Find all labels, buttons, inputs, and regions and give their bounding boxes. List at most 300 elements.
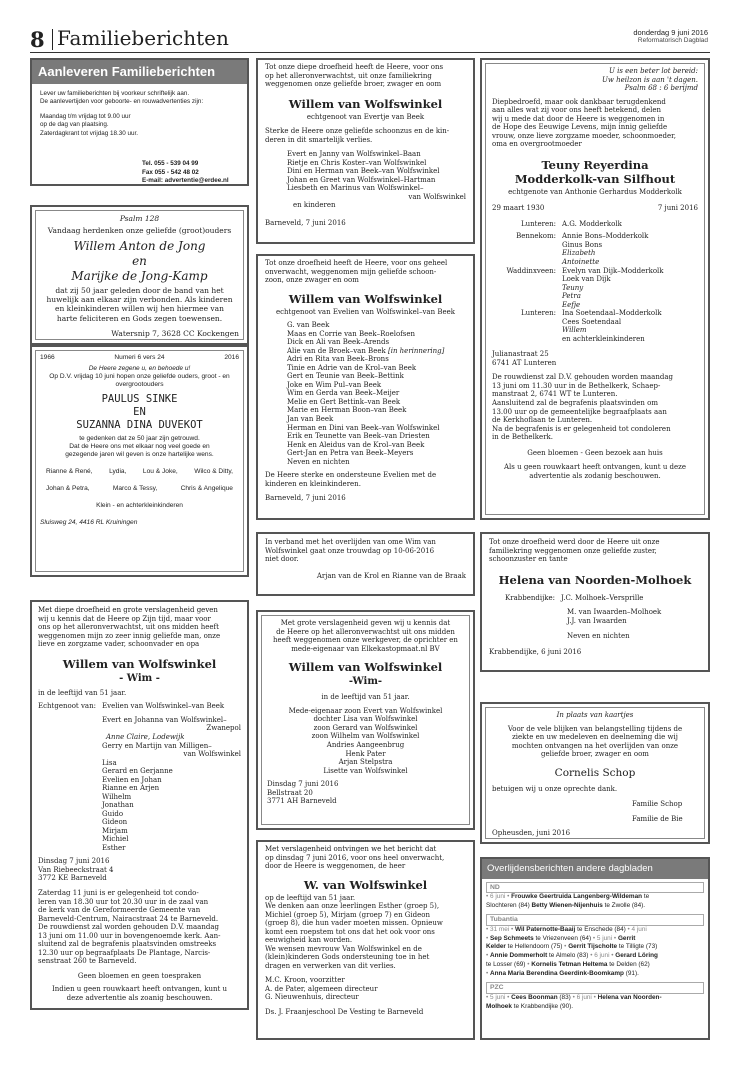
- funeral-line: leren van 18.30 uur tot 20.30 uur in de zaal van: [38, 897, 209, 906]
- deceased-name: Willem van Wolfswinkel: [288, 291, 443, 306]
- age-text: (91).: [625, 970, 639, 978]
- deceased-name: Cees Boonman: [511, 993, 558, 1001]
- deceased-name: Helena van Noorden-: [597, 993, 662, 1001]
- deceased-name: Willem van Wolfswinkel: [288, 96, 443, 111]
- person-name: PAULUS SINKE: [101, 393, 178, 406]
- nickname: -Wim-: [348, 676, 383, 688]
- place-text: te Enschede (84): [577, 925, 626, 933]
- aanleveren-line: op de dag van plaatsing.: [40, 121, 109, 129]
- body-line: huwelijk aan elkaar zijn verbonden. Als kinderen: [46, 295, 233, 305]
- spouse-line: echtgenote van Anthonie Gerhardus Modderkolk: [508, 187, 682, 196]
- psalm-reference: Psalm 68 : 6 berijmd: [624, 84, 698, 93]
- notice-line: [486, 902, 704, 911]
- psalm-reference: Psalm 128: [119, 214, 160, 223]
- staff-member: Henk Pater: [345, 749, 386, 758]
- date-text: • 5 juni •: [486, 993, 510, 1001]
- funeral-line: 13 juni om 11.30 uur in de Bethelkerk, Schaep-: [492, 381, 661, 390]
- funeral-line: manstraat 2, 6741 WT te Lunteren.: [492, 390, 618, 399]
- krol-wedding-cancel-notice: [256, 532, 475, 596]
- deceased-name: Kornelis Tetman Heltema: [531, 961, 608, 969]
- family-member: Gideon: [102, 818, 128, 827]
- page-title: Familieberichten: [57, 26, 229, 50]
- family-member: Evert en Janny van Wolfswinkel–Baan: [287, 150, 421, 159]
- bullet: •: [486, 934, 489, 942]
- signatory: M.C. Kroon, voorzitter: [265, 976, 345, 985]
- wim-death-notice-family: [30, 600, 249, 1010]
- notice-line: [486, 952, 704, 961]
- deceased-name: Modderkolk-van Silfhout: [514, 171, 676, 186]
- place-label: Lunteren:: [521, 309, 556, 318]
- address-line: 3771 AH Barneveld: [267, 797, 337, 806]
- age-line: in de leeftijd van 51 jaar.: [38, 688, 127, 697]
- place-label: Bennekom:: [516, 232, 556, 241]
- family-member: Teuny: [562, 283, 584, 292]
- family-member: Liesbeth en Marinus van Wolfswinkel–: [287, 184, 424, 193]
- place-label: Lunteren:: [521, 219, 556, 228]
- family-member: J.C. Molhoek–Versprille: [561, 593, 644, 602]
- funeral-line: De rouwdienst zal D.V. gehouden worden maandag: [492, 373, 673, 382]
- body-line: op dinsdag 7 juni 2016, voor ons heel onverwacht,: [265, 853, 445, 862]
- child-names: Lydia,: [109, 467, 127, 475]
- wim-death-notice-inlaws: [256, 254, 475, 520]
- staff-member: Lisette van Wolfswinkel: [323, 766, 408, 775]
- phone-number: Tel. 055 - 539 04 99: [142, 160, 199, 167]
- family-list: [492, 220, 698, 343]
- family-row: [492, 309, 698, 318]
- family-member: M. van Iwaarden–Molhoek: [567, 608, 662, 617]
- person-name: Willem Anton de Jong: [73, 239, 206, 254]
- family-row: [492, 220, 698, 229]
- date-text: • 31 mei •: [486, 925, 514, 933]
- aanleveren-contact: [142, 160, 229, 186]
- age-line: in de leeftijd van 51 jaar.: [321, 693, 410, 702]
- body-line: heeft weggenomen onze werkgever, de oprichter en: [273, 636, 458, 645]
- spouse-line: echtgenoot van Evertje van Beek: [306, 112, 425, 121]
- funeral-line: Aansluitend zal de begrafenis plaatsvinden om: [492, 398, 658, 407]
- funeral-info: [492, 373, 698, 441]
- family-member: Lisa: [102, 758, 117, 767]
- family-member: Dick en Ali van Beek–Arends: [287, 338, 390, 347]
- deceased-name: Wil Paternotte-Baaij: [515, 925, 576, 933]
- date-line: Dinsdag 7 juni 2016: [38, 857, 110, 866]
- funeral-info: [38, 889, 241, 966]
- funeral-line: Na de begrafenis is er gelegenheid tot condoleren: [492, 424, 671, 433]
- family-member: en kinderen: [293, 201, 336, 210]
- body-line: geliefde broer, zwager en oom: [541, 750, 649, 759]
- date-text: • 6 juni •: [486, 893, 510, 901]
- address-line: Julianastraat 25: [492, 350, 549, 359]
- nickname: - Wim -: [119, 672, 160, 684]
- staff-member: zoon Wilhelm van Wolfswinkel: [311, 732, 420, 741]
- body-line: zoon, onze zwager en oom: [265, 276, 359, 285]
- quote-line: Uw heilzon is aan 't dagen.: [602, 75, 698, 84]
- family-member: Evert en Johanna van Wolfswinkel–: [102, 715, 227, 724]
- notice-line: [486, 961, 704, 970]
- family-member: Rietje en Chris Koster–van Wolfswinkel: [287, 158, 427, 167]
- body-line: (groep 8), die hun vader moeten missen. Opnieuw: [265, 919, 443, 928]
- staff-list: [267, 707, 464, 775]
- family-member: Antoinette: [562, 258, 600, 266]
- date-line: Barneveld, 7 juni 2016: [265, 494, 346, 503]
- connector-text: en: [132, 253, 147, 268]
- family-member: Wilhelm: [102, 792, 132, 801]
- place-text: te Zwolle (84).: [604, 902, 646, 910]
- family-member: en achterkleinkinderen: [562, 334, 645, 343]
- body-line: In verband met het overlijden van ome Wim van: [265, 538, 436, 546]
- person-name: SUZANNA DINA DUVEKOT: [76, 418, 203, 431]
- place-text: te Losser (69): [486, 961, 526, 969]
- date-text: • 6 juni •: [590, 952, 614, 960]
- deceased-name: Molhoek: [486, 1002, 512, 1010]
- body-line: Tot onze droefheid werd door de Heere uit onze: [489, 538, 660, 546]
- signatory: A. de Pater, algemeen directeur: [265, 984, 378, 993]
- family-list: [265, 321, 466, 466]
- other-newspapers-title: Overlijdensberichten andere dagbladen: [482, 859, 708, 879]
- family-row: [492, 232, 698, 241]
- connector-text: EN: [133, 405, 146, 418]
- place-label: Krabbendijke:: [505, 593, 555, 602]
- notice-line: [486, 943, 704, 952]
- sinke-anniversary-ad: [30, 345, 249, 577]
- bible-verse: De Heere zegene u, en behoede u!: [88, 365, 191, 373]
- family-member: A.G. Modderkolk: [562, 219, 622, 228]
- body-line: dat zij 50 jaar geleden door de band van het: [55, 286, 224, 296]
- date-line: Opheusden, juni 2016: [492, 829, 571, 838]
- page-number: 8: [30, 27, 45, 52]
- notice-line: [486, 1003, 704, 1012]
- age-text: (83): [559, 993, 571, 1001]
- funeral-line: senstraat 260 te Barneveld.: [38, 957, 137, 966]
- body-line: dragen en verwerken van dit verlies.: [265, 961, 396, 970]
- closing-line: advertentie als zodanig beschouwen.: [529, 471, 661, 480]
- funeral-line: 13.00 uur op de gemeentelijke begraafplaats aan: [492, 407, 667, 416]
- address: Watersnip 7, 3628 CC Kockengen: [111, 328, 239, 338]
- signature: Familie de Bie: [632, 814, 683, 823]
- family-member: [287, 347, 466, 356]
- page-date: donderdag 9 juni 2016: [633, 28, 708, 37]
- bullet: •: [486, 970, 489, 978]
- schop-thank-you-notice: [480, 702, 710, 844]
- family-member: Mirjam: [102, 826, 128, 835]
- body-line: schoonzuster en tante: [489, 555, 568, 564]
- body-line: (klein)kinderen Gods ondersteuning toe in het: [265, 953, 430, 962]
- family-member: Anne Claire, Lodewijk: [106, 732, 185, 741]
- deceased-name: Betty Wienen-Nijenhuis: [531, 902, 603, 910]
- funeral-line: de Kerkhoflaan te Lunteren.: [492, 416, 593, 425]
- family-member: Joke en Wim Pul–van Beek: [287, 380, 382, 389]
- closing-line: deze advertentie als zoanig beschouwen.: [66, 993, 213, 1002]
- funeral-line: sluitend zal de begrafenis plaatsvinden omstreeks: [38, 940, 217, 949]
- funeral-line: in de Bethelkerk.: [492, 433, 554, 442]
- body-line: Met diepe droefheid en grote verslagenheid geven: [38, 606, 218, 614]
- family-member: Zwanepol: [206, 724, 241, 733]
- family-member: Jan van Beek: [287, 414, 334, 423]
- family-member: Ginus Bons: [562, 240, 603, 249]
- place-text: te: [643, 893, 650, 901]
- wim-death-notice-siblings: [256, 58, 475, 244]
- body-line: weggenomen onze geliefde broer, zwager en oom: [265, 80, 442, 89]
- aanleveren-body: [32, 84, 247, 144]
- body-line: De Heere sterke en ondersteune Evelien met de: [265, 471, 437, 480]
- notice-title: In plaats van kaartjes: [556, 711, 634, 719]
- date-line: Barneveld, 7 juni 2016: [265, 218, 346, 227]
- family-member: Evelyn van Dijk–Modderkolk: [562, 266, 664, 275]
- section-nd: ND: [486, 882, 704, 894]
- child-names: Wilco & Ditty,: [194, 467, 233, 475]
- body-line: Tot onze droefheid heeft de Heere, voor ons geheel: [265, 259, 448, 267]
- family-member: Gert-Jan en Petra van Beek–Meyers: [287, 449, 414, 458]
- body-line: weggenomen mijn zo zeer innig geliefde man, onze: [38, 631, 221, 640]
- body-line: Dat de Heere ons met elkaar nog veel goede en: [69, 443, 210, 451]
- start-year: 1966: [40, 354, 55, 361]
- family-member: Erik en Teunette van Beek–van Driesten: [287, 432, 430, 441]
- family-member: Adri en Rita van Beek–Brons: [287, 355, 389, 364]
- body-line: Wolfswinkel gaat onze trouwdag op 10-06-2016: [265, 546, 435, 555]
- funeral-line: De rouwdienst zal worden gehouden D.V. maandag: [38, 923, 219, 932]
- body-line: Met verslagenheid ontvingen we het bericht dat: [265, 845, 437, 853]
- in-memory-note: [in herinnering]: [387, 346, 445, 355]
- notice-line: [486, 926, 704, 935]
- family-member: Maas en Corrie van Beek–Roelofsen: [287, 329, 416, 338]
- family-member: Cees Soetendaal: [562, 317, 622, 326]
- death-date: 7 juni 2016: [657, 204, 698, 213]
- aanleveren-line: De aanlevertijden voor geboorte- en rouwadvertenties zijn:: [40, 98, 204, 106]
- staff-member: Arjan Stelpstra: [338, 758, 393, 767]
- children-row: [40, 468, 239, 476]
- body-line: de Hope des Eeuwige Levens, mijn innig geliefde: [492, 123, 668, 132]
- deceased-name: Cornelis Schop: [554, 766, 636, 779]
- staff-member: zoon Gerard van Wolfswinkel: [313, 723, 418, 732]
- deceased-name: Anna Maria Berendina Geerdink-Boomkamp: [490, 970, 624, 978]
- header-divider: [52, 29, 53, 50]
- body-line: familiekring weggenomen onze geliefde zuster,: [489, 546, 657, 555]
- body-line: eeuwigheid kan worden.: [265, 936, 353, 945]
- family-member: Jonathan: [102, 801, 134, 810]
- body-line: de Heere op het alleronverwachtst uit ons midden: [276, 627, 455, 636]
- family-member: Elizabeth: [562, 249, 596, 258]
- aanleveren-line: Maandag t/m vrijdag tot 9.00 uur: [40, 113, 131, 121]
- person-name: Marijke de Jong-Kamp: [71, 268, 208, 283]
- aanleveren-line: Zaterdagkrant tot vrijdag 18.30 uur.: [40, 129, 139, 137]
- end-year: 2016: [224, 354, 239, 361]
- child-names: Chris & Angelique: [180, 484, 233, 492]
- body-line: mede-eigenaar van Elkekastopmaat.nl BV: [291, 644, 440, 653]
- family-member: Annie Bons–Modderkolk: [562, 232, 649, 241]
- aanleveren-title: Aanleveren Familieberichten: [32, 60, 247, 84]
- spouse-line: echtgenoot van Evelien van Wolfswinkel–van Beek: [275, 307, 456, 316]
- family-member: Loek van Dijk: [562, 275, 611, 284]
- staff-member: dochter Lisa van Wolfswinkel: [313, 715, 418, 724]
- wim-death-notice-company: [256, 610, 475, 830]
- body-line: overgrootouders: [115, 380, 164, 388]
- body-line: Tot onze diepe droefheid heeft de Heere, voor ons: [265, 63, 444, 71]
- closing-line: Als u geen rouwkaart heeft ontvangen, kunt u deze: [503, 463, 687, 472]
- deceased-name: Kelder: [486, 943, 506, 951]
- funeral-line: Barneveld-Centrum, Nairacstraat 24 te Barneveld.: [38, 914, 219, 923]
- signature: Familie Schop: [632, 799, 683, 808]
- family-member: Marie en Herman Boon–van Beek: [287, 406, 407, 415]
- family-list: [265, 150, 466, 210]
- address-line: 6741 AT Lunteren: [492, 358, 557, 367]
- body-line: niet door.: [265, 555, 299, 564]
- email-address[interactable]: E-mail: advertentie@erdee.nl: [142, 177, 229, 184]
- family-member: Herman en Dini van Beek–van Wolfswinkel: [287, 423, 440, 432]
- body-line: Sterke de Heere onze geliefde schoonzus en de kin-: [265, 127, 450, 136]
- funeral-line: 13 juni om 11.00 uur in bovengenoemde kerk. Aan-: [38, 931, 221, 940]
- family-member: Dini en Herman van Beek–van Wolfswinkel: [287, 167, 440, 176]
- body-line: wij u kennis dat de Heere op Zijn tijd, maar voor: [38, 614, 211, 623]
- body-line: Diepbedroefd, maar ook dankbaar terugdenkend: [492, 97, 666, 106]
- deceased-name: W. van Wolfswinkel: [303, 877, 428, 892]
- body-line: mochten ontvangen na het overlijden van onze: [511, 741, 679, 750]
- date-text: • 6 juni •: [572, 993, 596, 1001]
- family-member: Gerard en Gerjanne: [102, 767, 173, 776]
- children-row: [40, 485, 239, 493]
- child-names: Marco & Tessy,: [112, 484, 158, 492]
- spouse-label: Echtgenoot van:: [38, 702, 96, 711]
- place-text: te Vriezenveen: [535, 934, 578, 942]
- no-flowers-line: Geen bloemen - Geen bezoek aan huis: [527, 448, 663, 457]
- body-line: op het alleronverwachtst, uit onze familiekring: [265, 71, 432, 80]
- helena-death-notice: [480, 532, 710, 672]
- body-line: gezegende jaren wil geven is onze hartelijke wens.: [65, 451, 214, 459]
- other-newspapers-box: [480, 857, 710, 1040]
- body-line: te gedenken dat ze 50 jaar zijn getrouwd.: [79, 435, 200, 443]
- intro-text: Vandaag herdenken onze geliefde (groot)ouders: [47, 226, 232, 236]
- body-line: komt een roepstem tot ons dat het ook voor ons: [265, 927, 435, 936]
- deceased-name: Sep Schmeets: [490, 934, 534, 942]
- place-label: Waddinxveen:: [506, 266, 556, 275]
- deceased-name: Gerard Löring: [615, 952, 658, 960]
- family-member: Tinie en Adrie van de Krol–van Beek: [287, 363, 417, 372]
- body-line: deren in dit smartelijk verlies.: [265, 135, 373, 144]
- deceased-name: Gerrit Tijscholte: [568, 943, 618, 951]
- body-line: We wensen mevrouw Van Wolfswinkel en de: [265, 944, 422, 953]
- deceased-name: Willem van Wolfswinkel: [288, 660, 443, 675]
- child-names: Rianne & René,: [46, 467, 93, 475]
- family-member: Neven en nichten: [287, 457, 350, 466]
- child-names: Lou & Joke,: [142, 467, 178, 475]
- deceased-name: Gerrit: [617, 934, 636, 942]
- notice-line: [486, 893, 704, 902]
- wim-death-notice-school: [256, 840, 475, 1040]
- year-row: [40, 354, 239, 362]
- family-member: van Wolfswinkel: [408, 192, 466, 201]
- signature: Arjan van de Krol en Rianne van de Braak: [316, 571, 466, 580]
- place-text: te Hellendoorn (75): [507, 943, 563, 951]
- birth-date: 29 maart 1930: [492, 204, 545, 213]
- date-line: Krabbendijke, 6 juni 2016: [489, 647, 582, 656]
- family-member: J.J. van Iwaarden: [567, 616, 627, 625]
- signatory: G. Nieuwenhuis, directeur: [265, 993, 359, 1002]
- bible-reference: Numeri 6 vers 24: [114, 354, 165, 361]
- place-text: te Tilligte (73): [618, 943, 658, 951]
- newspaper-name: Reformatorisch Dagblad: [637, 37, 708, 44]
- family-member: Johan en Greet van Wolfswinkel–Hartman: [287, 175, 436, 184]
- address-line: 3772 KE Barneveld: [38, 874, 107, 883]
- date-text: • 5 juni •: [592, 934, 617, 942]
- quote-line: U is een beter lot bereid:: [608, 67, 698, 75]
- school-name: Ds. J. Fraanjeschool De Vesting te Barneveld: [265, 1007, 424, 1016]
- body-line: onverwacht, weggenomen mijn geliefde schoon-: [265, 267, 437, 276]
- spouse-row: [38, 702, 241, 711]
- family-member: Gerry en Martijn van Milligen–: [102, 741, 212, 750]
- body-line: en kleinkinderen willen wij hen hiermee van: [55, 304, 224, 314]
- body-line: ons op het alleronverwachtst, uit ons midden heeft: [38, 623, 219, 632]
- deceased-name: Annie Dommerholt: [490, 952, 548, 960]
- family-member: van Wolfswinkel: [183, 750, 241, 759]
- family-row: [489, 594, 701, 603]
- age-text: (64): [579, 934, 592, 942]
- header-rule: [30, 52, 710, 53]
- address-line: Van Riebeeckstraat 4: [38, 865, 114, 874]
- bullet: •: [527, 961, 530, 969]
- deceased-name: Frouwke Geertruida Langenberg-Wildeman: [511, 893, 643, 901]
- body-line: vrouw, onze lieve zorgzame moeder, schoonmoeder,: [492, 131, 676, 140]
- family-member: Wim en Gerda van Beek–Meijer: [287, 389, 400, 398]
- family-list: [38, 716, 241, 853]
- place-text: te Delden (62): [609, 961, 650, 969]
- spouse-name: Evelien van Wolfswinkel–van Beek: [102, 702, 225, 711]
- funeral-line: de kerk van de Gereformeerde Gemeente van: [38, 906, 201, 915]
- place-text: Slochteren (84): [486, 902, 530, 910]
- aanleveren-line: Lever uw familieberichten bij voorkeur schriftelijk aan.: [40, 89, 190, 97]
- family-member: Melie en Gert Bettink–van Beek: [287, 397, 401, 406]
- other-newspapers-body: [482, 879, 708, 1012]
- body-line: lieve en zorgzame vader, schoonvader en opa: [38, 640, 200, 649]
- family-member: Michiel: [102, 835, 129, 844]
- bullet: •: [486, 952, 489, 960]
- family-member: Guido: [102, 809, 124, 818]
- deceased-name: Willem van Wolfswinkel: [62, 656, 217, 671]
- grandchildren-line: Klein - en achterkleinkinderen: [96, 501, 183, 509]
- body-line: We denken aan onze leerlingen Esther (groep 5),: [265, 902, 440, 911]
- body-line: Met grote verslagenheid geven wij u kennis dat: [280, 619, 451, 627]
- family-member: G. van Beek: [287, 321, 330, 330]
- family-member: Evelien en Johan: [102, 775, 162, 784]
- body-line: kinderen en kleinkinderen.: [265, 479, 361, 488]
- deceased-name: Helena van Noorden-Molhoek: [498, 572, 692, 587]
- place-text: te Almelo (83): [548, 952, 589, 960]
- family-member: Willem: [562, 326, 587, 335]
- family-member: Rianne en Arjen: [102, 784, 160, 793]
- body-line: ziekte en uw medeleven en deelneming die wij: [512, 733, 678, 742]
- body-line: Voor de vele blijken van belangstelling tijdens de: [507, 724, 683, 733]
- body-line: wij u mede dat door de Heere is weggenomen in: [492, 114, 665, 123]
- life-dates: [492, 204, 698, 213]
- notice-line: [486, 935, 704, 944]
- family-member: Ina Soetendaal–Modderkolk: [562, 309, 662, 318]
- member-name: Alie van de Broek–van Beek: [287, 346, 386, 355]
- family-member: Henk en Aleidus van de Krol–van Beek: [287, 440, 425, 449]
- address-line: Bellstraat 20: [267, 788, 313, 797]
- staff-member: Mede-eigenaar zoon Evert van Wolfswinkel: [288, 706, 443, 715]
- family-member: Neven en nichten: [567, 632, 630, 641]
- teuny-death-notice: [480, 58, 710, 520]
- jong-anniversary-ad: [30, 205, 249, 345]
- staff-member: Andries Aangeenbrug: [326, 740, 405, 749]
- address: Sluisweg 24, 4416 RL Kruiningen: [40, 518, 138, 526]
- bullet: •: [564, 943, 567, 951]
- date-text: • 4 juni: [627, 925, 647, 933]
- family-member: Eefje: [562, 300, 581, 309]
- body-line: Op D.V. vrijdag 10 juni hopen onze geliefde ouders, groot - en: [49, 372, 230, 380]
- date-line: Dinsdag 7 juni 2016: [267, 780, 339, 789]
- body-line: betuigen wij u onze oprechte dank.: [492, 785, 618, 794]
- funeral-line: 12.30 uur op begraafplaats De Plantage, Narcis-: [38, 948, 211, 957]
- closing-line: Indien u geen rouwkaart heeft ontvangen, kunt u: [51, 985, 228, 994]
- section-tubantia: Tubantia: [486, 914, 704, 926]
